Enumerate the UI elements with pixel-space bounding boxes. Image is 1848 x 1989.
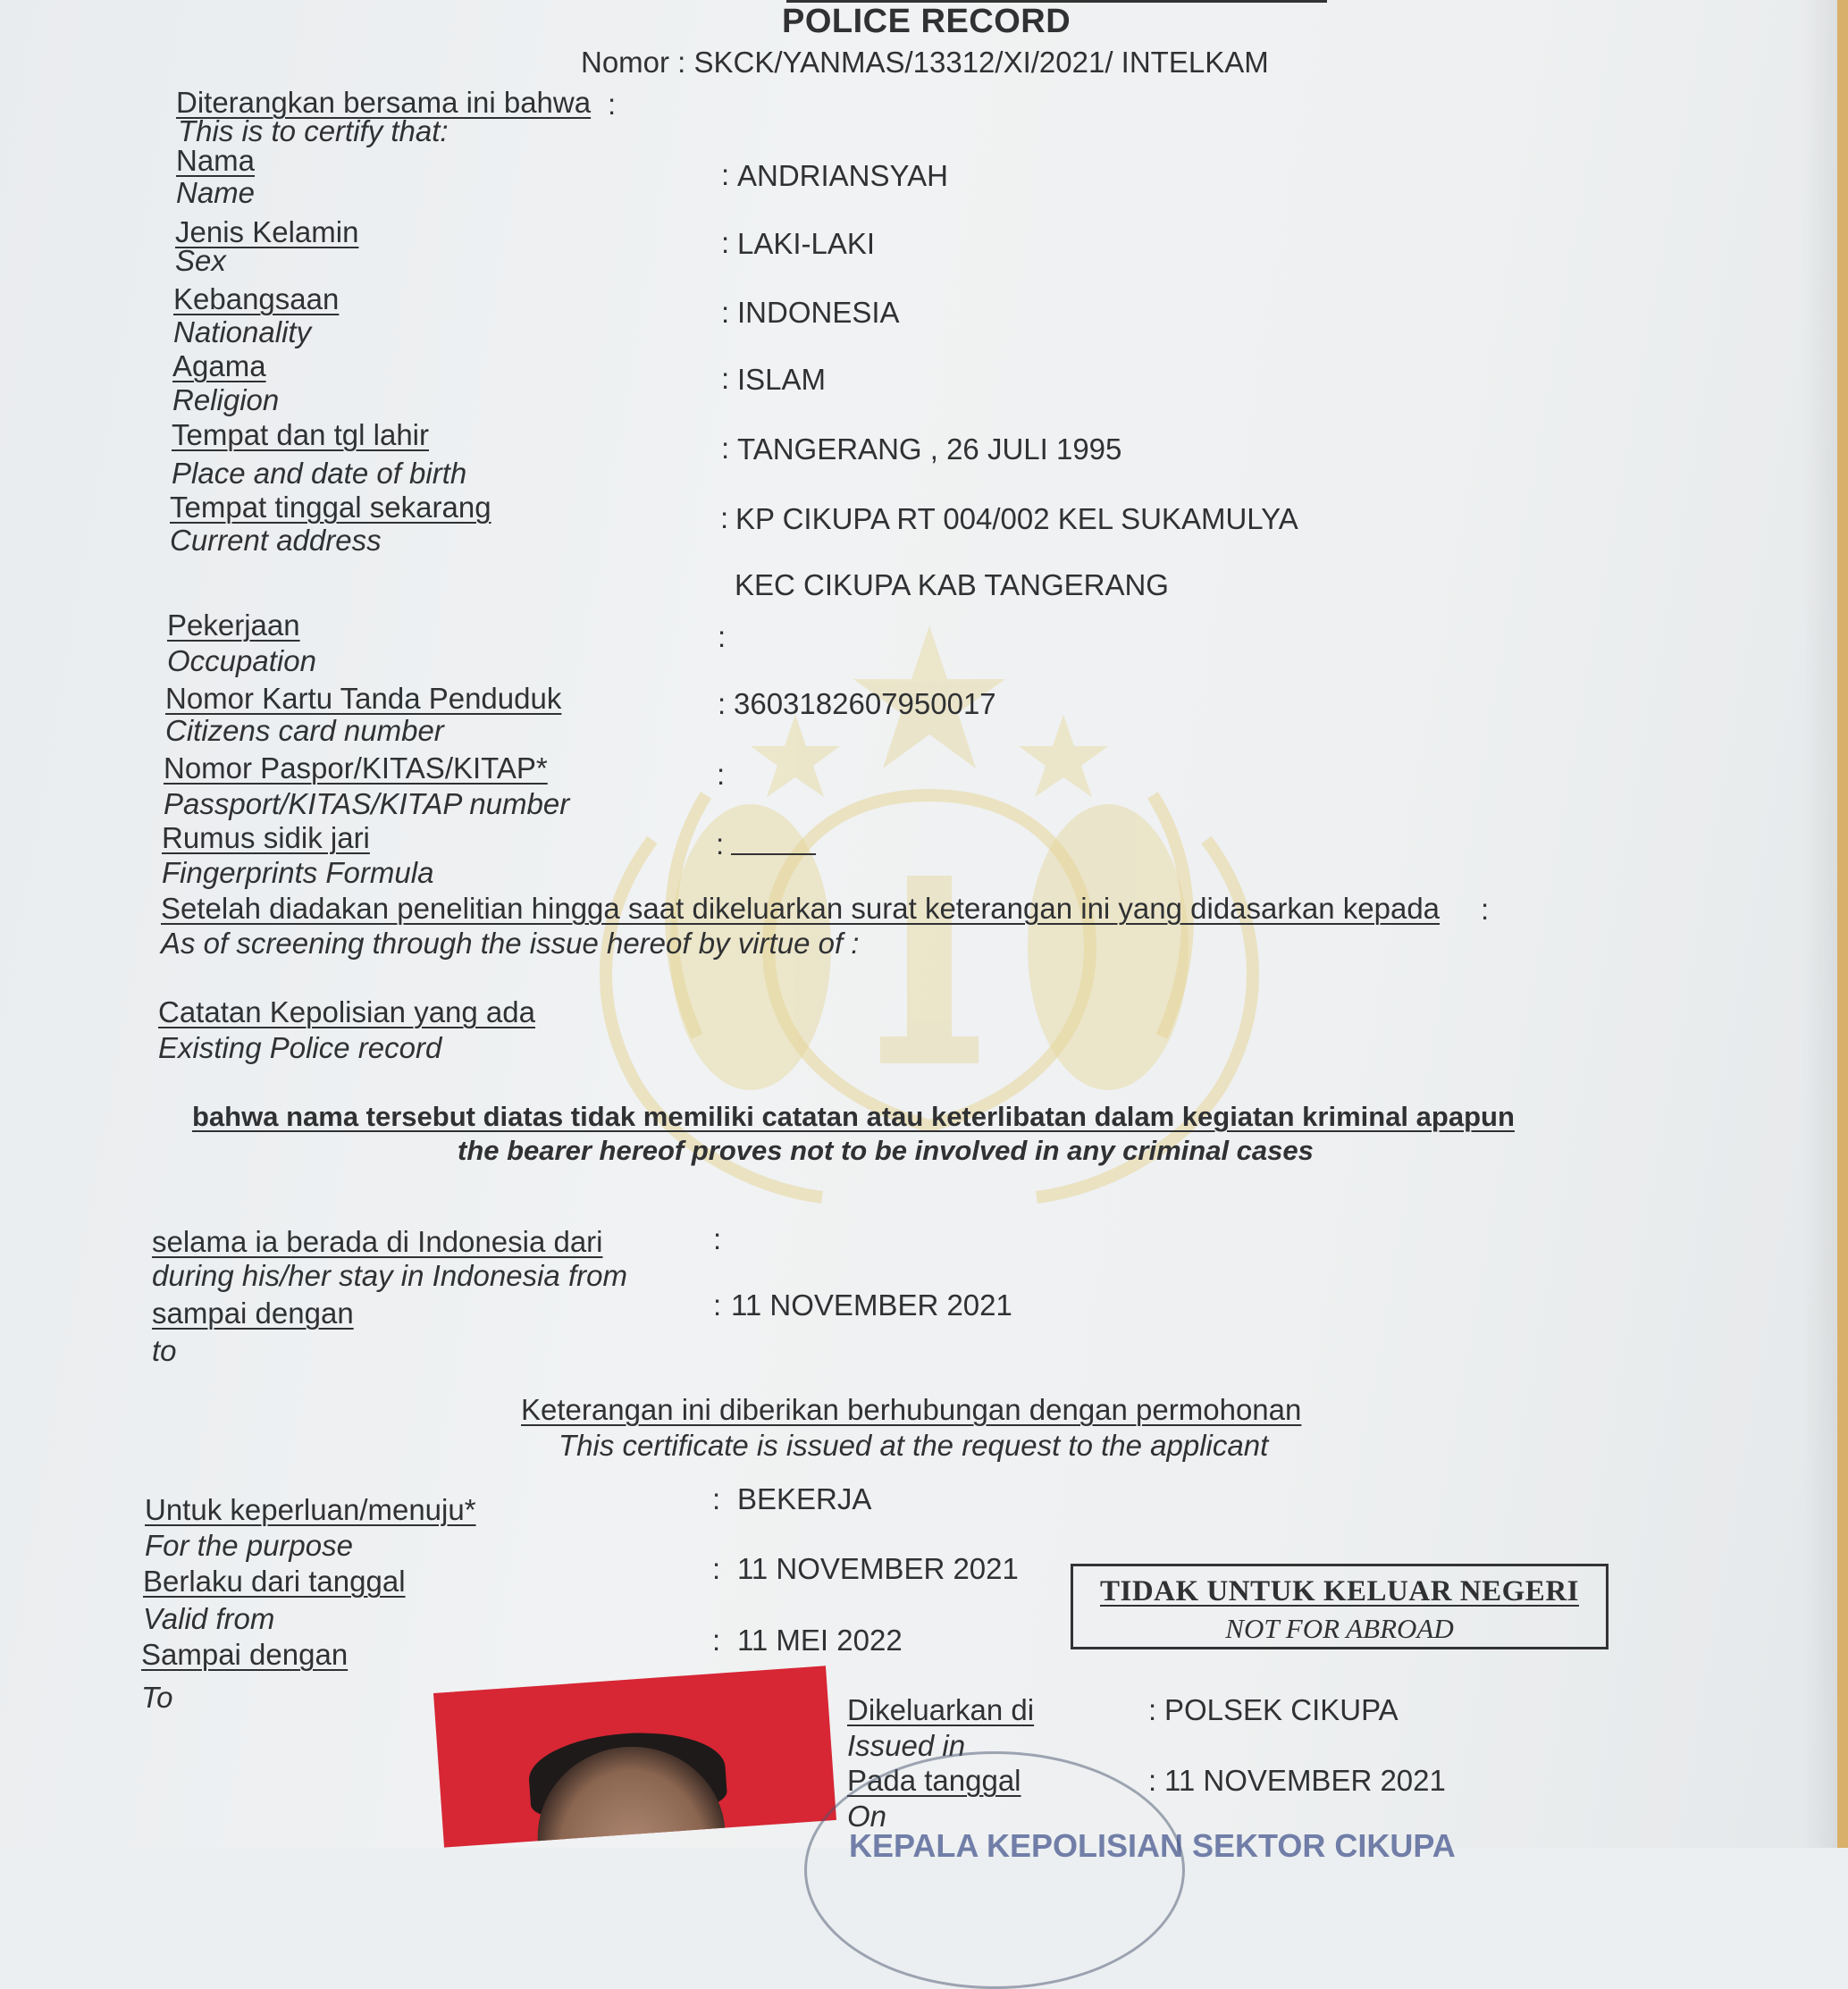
purpose-en: For the purpose: [145, 1529, 353, 1562]
field-occupation-label: Pekerjaan: [167, 608, 300, 642]
footer-partial-text: KEPALA KEPOLISIAN SEKTOR CIKUPA: [849, 1827, 1456, 1864]
issued-in-en: Issued in: [847, 1729, 966, 1762]
not-for-abroad-stamp: [1071, 1564, 1609, 1649]
intro-colon: :: [608, 88, 617, 121]
field-religion-colon: :: [721, 362, 730, 395]
field-birth-label-en: Place and date of birth: [172, 457, 467, 490]
field-id-card-label: Nomor Kartu Tanda Penduduk: [165, 682, 562, 715]
field-religion-label: Agama: [172, 349, 266, 382]
field-occupation-colon: :: [718, 620, 727, 653]
issued-in-value: POLSEK CIKUPA: [1164, 1693, 1399, 1726]
purpose-value: BEKERJA: [737, 1482, 872, 1515]
field-religion-value: ISLAM: [737, 363, 827, 396]
stay-to-en: to: [152, 1334, 177, 1367]
request-id: Keterangan ini diberikan berhubungan dengan permohonan: [521, 1393, 1302, 1426]
field-passport-label-en: Passport/KITAS/KITAP number: [164, 787, 570, 820]
fingerprint-blank-line: [731, 853, 816, 855]
screening-colon: :: [1481, 893, 1490, 926]
stay-from-colon: :: [713, 1222, 722, 1255]
field-passport-label: Nomor Paspor/KITAS/KITAP*: [164, 751, 548, 785]
stay-to-id: sampai dengan: [152, 1297, 354, 1330]
document-number: Nomor : SKCK/YANMAS/13312/XI/2021/ INTELKAM: [581, 46, 1269, 79]
statement-en: the bearer hereof proves not to be involved in any criminal cases: [458, 1135, 1314, 1166]
issued-on-colon: :: [1148, 1764, 1157, 1797]
field-address-label: Tempat tinggal sekarang: [170, 491, 491, 524]
field-nationality-colon: :: [721, 296, 730, 329]
stamp-line2: NOT FOR ABROAD: [1225, 1613, 1454, 1644]
purpose-id: Untuk keperluan/menuju*: [145, 1493, 476, 1526]
valid-to-en: To: [141, 1681, 173, 1714]
field-id-card-colon: :: [718, 687, 727, 720]
issued-in-id: Dikeluarkan di: [847, 1693, 1035, 1726]
stay-from-id: selama ia berada di Indonesia dari: [152, 1225, 603, 1258]
valid-from-value: 11 NOVEMBER 2021: [737, 1552, 1019, 1585]
table-edge: [1837, 0, 1848, 1848]
police-record-id: Catatan Kepolisian yang ada: [158, 995, 535, 1028]
field-address-value-line2: KEC CIKUPA KAB TANGERANG: [735, 568, 1169, 601]
valid-from-en: Valid from: [143, 1602, 275, 1635]
statement-id: bahwa nama tersebut diatas tidak memiliki catatan atau keterlibatan dalam kegiatan kriminal apapun: [192, 1101, 1515, 1132]
issued-on-id: Pada tanggal: [847, 1764, 1021, 1797]
field-name-value: ANDRIANSYAH: [737, 159, 948, 192]
screening-id: Setelah diadakan penelitian hingga saat dikeluarkan surat keterangan ini yang didasarkan kepada: [161, 892, 1441, 925]
issued-on-value: 11 NOVEMBER 2021: [1164, 1764, 1446, 1797]
valid-from-colon: :: [712, 1552, 721, 1585]
stay-from-en: during his/her stay in Indonesia from: [152, 1259, 627, 1292]
field-occupation-label-en: Occupation: [167, 644, 316, 677]
field-name-label-en: Name: [176, 176, 256, 209]
official-seal: [804, 1751, 1185, 1989]
intro-en: This is to certify that:: [178, 114, 449, 147]
field-name-colon: :: [721, 158, 730, 191]
applicant-photo: [433, 1666, 836, 1847]
field-birth-label: Tempat dan tgl lahir: [172, 418, 429, 451]
police-record-en: Existing Police record: [158, 1031, 442, 1064]
field-nationality-value: INDONESIA: [737, 296, 900, 329]
field-address-label-en: Current address: [170, 524, 382, 557]
stay-to-value: 11 NOVEMBER 2021: [731, 1288, 1012, 1322]
field-id-card-value: 3603182607950017: [734, 687, 996, 720]
field-birth-colon: :: [721, 432, 730, 465]
field-fingerprint-label-en: Fingerprints Formula: [162, 856, 434, 889]
request-en: This certificate is issued at the request to the applicant: [559, 1429, 1269, 1462]
intro-id: Diterangkan bersama ini bahwa: [176, 86, 592, 119]
purpose-colon: :: [712, 1482, 721, 1515]
stay-to-colon: :: [713, 1288, 722, 1322]
field-fingerprint-colon: :: [716, 827, 725, 860]
field-sex-label-en: Sex: [175, 244, 226, 277]
valid-from-id: Berlaku dari tanggal: [143, 1565, 406, 1598]
field-nationality-label-en: Nationality: [173, 315, 312, 348]
field-sex-colon: :: [721, 226, 730, 259]
valid-to-id: Sampai dengan: [141, 1638, 349, 1671]
field-fingerprint-label: Rumus sidik jari: [162, 821, 370, 854]
field-birth-value: TANGERANG , 26 JULI 1995: [737, 432, 1122, 466]
page-shadow: [1802, 0, 1837, 1848]
issued-in-colon: :: [1148, 1693, 1157, 1726]
field-sex-value: LAKI-LAKI: [737, 227, 876, 260]
field-name-label: Nama: [176, 144, 256, 177]
field-address-colon: :: [720, 501, 729, 534]
field-id-card-label-en: Citizens card number: [165, 714, 444, 747]
valid-to-value: 11 MEI 2022: [737, 1624, 903, 1657]
issued-on-en: On: [847, 1800, 887, 1833]
stamp-line1: TIDAK UNTUK KELUAR NEGERI: [1100, 1575, 1579, 1607]
field-sex-label: Jenis Kelamin: [175, 215, 359, 248]
field-religion-label-en: Religion: [172, 383, 280, 416]
field-nationality-label: Kebangsaan: [173, 282, 340, 315]
screening-en: As of screening through the issue hereof by virtue of :: [161, 927, 860, 960]
valid-to-colon: :: [712, 1624, 721, 1657]
field-passport-colon: :: [717, 758, 726, 791]
field-address-value: KP CIKUPA RT 004/002 KEL SUKAMULYA: [735, 502, 1298, 535]
document-title: POLICE RECORD: [782, 3, 1071, 40]
